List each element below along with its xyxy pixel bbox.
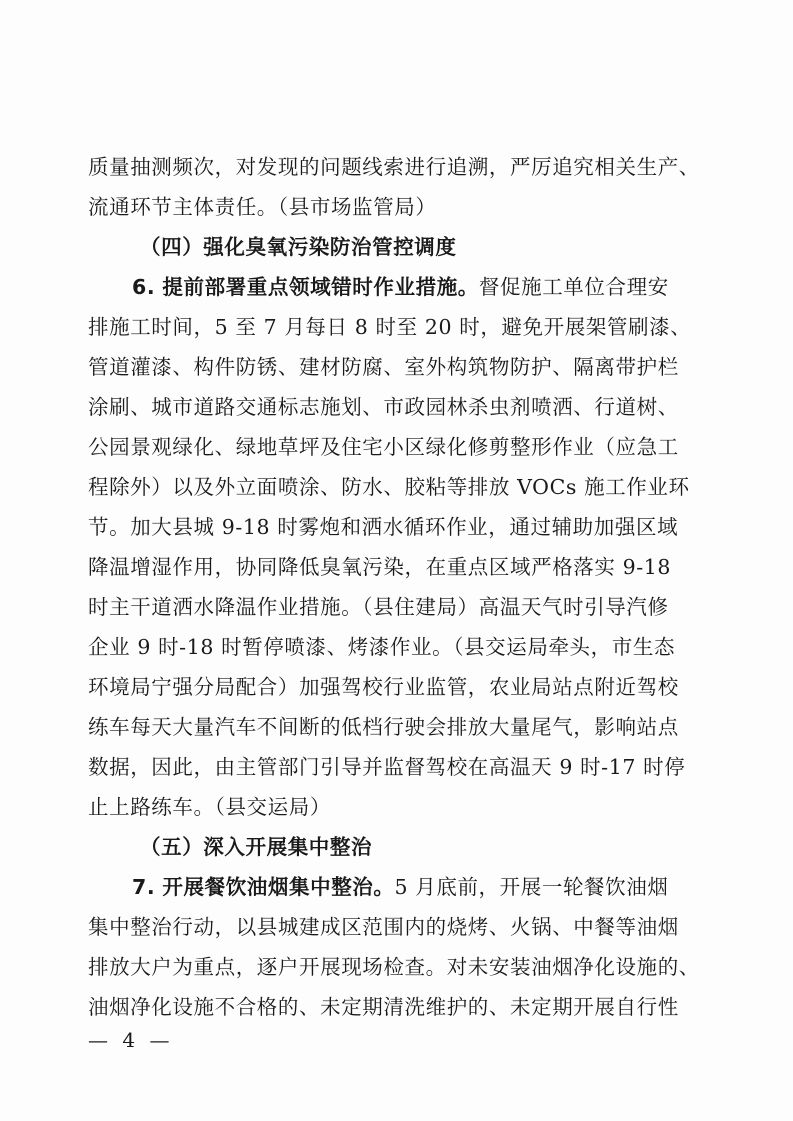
page-number: — 4 — [88, 1028, 174, 1052]
item-7-text: 5 月底前，开展一轮餐饮油烟 [394, 875, 669, 899]
paragraph-line: 排放大户为重点，逐户开展现场检查。对未安装油烟净化设施的、 [88, 955, 700, 979]
paragraph-line: 降温增湿作用，协同降低臭氧污染，在重点区域严格落实 9-18 [88, 555, 672, 579]
item-7-number: 7. [132, 875, 156, 899]
item-7-first-line [132, 872, 732, 902]
paragraph-line: 节。加大县城 9-18 时雾炮和洒水循环作业，通过辅助加强区域 [88, 515, 679, 539]
paragraph-line: 程除外）以及外立面喷涂、防水、胶粘等排放 VOCs 施工作业环 [88, 475, 690, 499]
item-6-number: 6. [132, 275, 156, 299]
paragraph-line: 管道灌漆、构件防锈、建材防腐、室外构筑物防护、隔离带护栏 [88, 355, 679, 379]
paragraph-line: 集中整治行动，以县城建成区范围内的烧烤、火锅、中餐等油烟 [88, 915, 679, 939]
paragraph-line: 企业 9 时-18 时暂停喷漆、烤漆作业。（县交运局牵头，市生态 [88, 635, 676, 659]
item-6-text: 督促施工单位合理安 [478, 275, 669, 299]
paragraph-line: 流通环节主体责任。（县市场监管局） [88, 195, 437, 219]
paragraph-line: 油烟净化设施不合格的、未定期清洗维护的、未定期开展自行性 [88, 995, 679, 1019]
paragraph-line: 排施工时间，5 至 7 月每日 8 时至 20 时，避免开展架管刷漆、 [88, 315, 692, 339]
paragraph-line: 时主干道洒水降温作业措施。（县住建局）高温天气时引导汽修 [88, 595, 669, 619]
item-6-first-line [132, 272, 732, 302]
paragraph-line: 止上路练车。（县交运局） [88, 795, 331, 819]
section-heading-four: （四）强化臭氧污染防治管控调度 [140, 235, 457, 259]
paragraph-line: 数据，因此，由主管部门引导并监督驾校在高温天 9 时-17 时停 [88, 755, 686, 779]
paragraph-line: 环境局宁强分局配合）加强驾校行业监管，农业局站点附近驾校 [88, 675, 679, 699]
paragraph-line: 练车每天大量汽车不间断的低档行驶会排放大量尾气，影响站点 [88, 715, 679, 739]
paragraph-line: 公园景观绿化、绿地草坪及住宅小区绿化修剪整形作业（应急工 [88, 435, 679, 459]
section-heading-five: （五）深入开展集中整治 [140, 835, 373, 859]
paragraph-line: 质量抽测频次，对发现的问题线索进行追溯，严厉追究相关生产、 [88, 155, 700, 179]
paragraph-line: 涂刷、城市道路交通标志施划、市政园林杀虫剂喷洒、行道树、 [88, 395, 679, 419]
item-7-title: 开展餐饮油烟集中整治。 [162, 875, 395, 899]
item-6-title: 提前部署重点领域错时作业措施。 [162, 275, 479, 299]
